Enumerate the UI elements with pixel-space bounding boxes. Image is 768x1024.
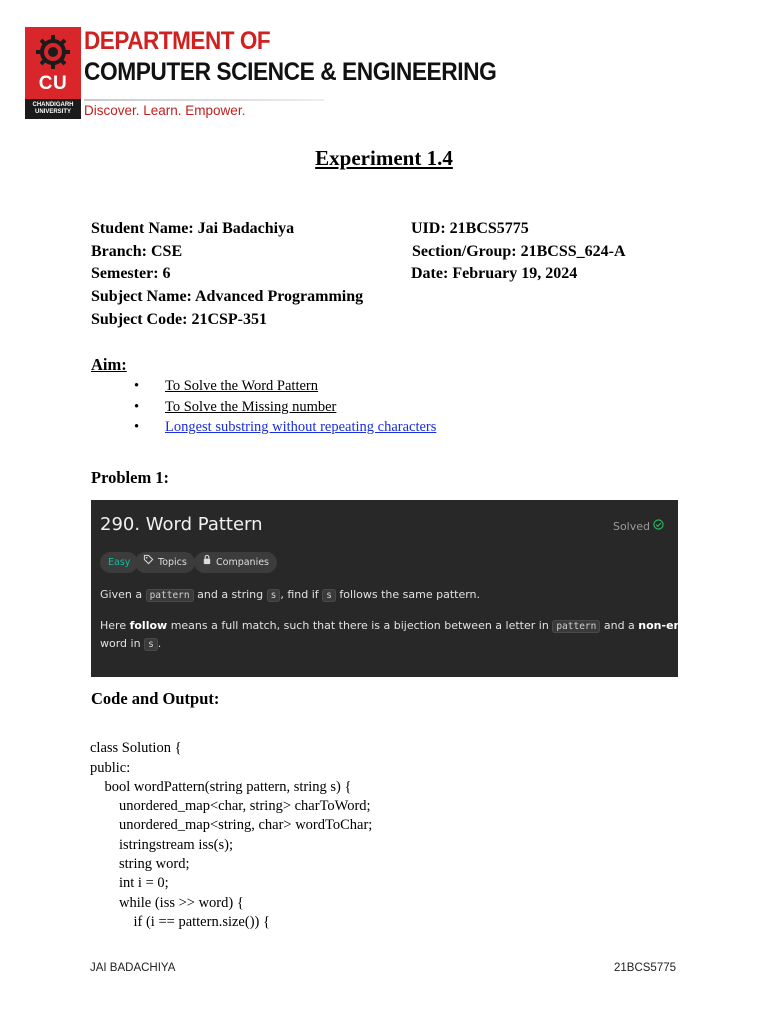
check-circle-icon <box>653 519 664 533</box>
department-header <box>25 27 497 122</box>
text: , find if <box>280 588 319 601</box>
aim-list <box>134 376 436 438</box>
student-uid: UID: 21BCS5775 <box>411 220 529 237</box>
aim-item <box>134 376 436 397</box>
branch: Branch: CSE <box>91 243 183 260</box>
lock-icon <box>202 552 212 573</box>
footer-uid: 21BCS5775 <box>614 962 677 974</box>
text: and a <box>603 619 635 632</box>
text: and a string <box>197 588 264 601</box>
solved-status <box>613 519 664 533</box>
inline-code: pattern <box>552 620 600 633</box>
code-line: int i = 0; <box>90 875 169 892</box>
bold-text: follow <box>129 619 168 632</box>
problem-statement-line2 <box>100 619 705 632</box>
tag-icon <box>143 552 154 573</box>
solved-label: Solved <box>612 519 650 533</box>
inline-code: s <box>144 638 158 651</box>
code-line: bool wordPattern(string pattern, string s) { <box>90 778 352 795</box>
inline-code: s <box>322 589 336 602</box>
aim-item-link[interactable] <box>134 417 436 438</box>
bold-text: non-empty <box>638 619 706 632</box>
code-line: if (i == pattern.size()) { <box>90 913 270 930</box>
aim-item <box>134 397 436 418</box>
code-block <box>90 720 372 952</box>
code-output-heading: Code and Output: <box>91 689 220 708</box>
companies-label: Companies <box>216 557 270 568</box>
logo-initials: CU <box>38 73 68 94</box>
text: Given a <box>100 588 143 601</box>
code-line: unordered_map<string, char> wordToChar; <box>90 817 373 834</box>
text: Here <box>100 619 127 632</box>
difficulty-badge[interactable]: Easy <box>100 552 138 573</box>
code-line: class Solution { <box>90 740 182 757</box>
topics-label: Topics <box>158 557 187 568</box>
aim-heading: Aim: <box>91 355 127 374</box>
text: follows the same pattern. <box>339 588 481 601</box>
footer-name: JAI BADACHIYA <box>90 962 176 974</box>
date: Date: February 19, 2024 <box>411 265 578 282</box>
logo-university-name <box>25 99 81 119</box>
code-line: istringstream iss(s); <box>90 836 233 853</box>
problem-title: 290. Word Pattern <box>100 514 263 535</box>
problem-panel <box>91 500 706 677</box>
student-name: Student Name: Jai Badachiya <box>91 220 295 237</box>
inline-code: pattern <box>146 589 194 602</box>
logo-sub-line1: CHANDIGARH <box>32 102 74 108</box>
code-line: unordered_map<char, string> charToWord; <box>90 798 371 815</box>
code-line: while (iss >> word) { <box>90 894 244 911</box>
experiment-title: Experiment 1.4 <box>315 146 453 170</box>
text: word in <box>100 637 141 650</box>
department-title-line1: DEPARTMENT OF <box>84 27 271 55</box>
problem-statement-line1 <box>100 588 480 601</box>
subject-name: Subject Name: Advanced Programming <box>91 288 364 305</box>
text: means a full match, such that there is a bijection between a letter in <box>170 619 549 632</box>
aim-item-link-text[interactable]: Longest substring without repeating characters <box>165 419 437 435</box>
aim-item-text: To Solve the Missing number <box>165 398 337 415</box>
university-logo <box>25 27 81 119</box>
text: . <box>157 637 162 650</box>
department-title-line2: COMPUTER SCIENCE & ENGINEERING <box>84 58 497 86</box>
tagline: Discover. Learn. Empower. <box>84 103 246 118</box>
code-line: string word; <box>90 856 190 873</box>
subject-code: Subject Code: 21CSP-351 <box>91 311 267 328</box>
aim-item-text: To Solve the Word Pattern <box>165 378 319 394</box>
gear-emblem-icon <box>33 32 73 72</box>
companies-button[interactable] <box>194 552 277 573</box>
inline-code: s <box>267 589 281 602</box>
problem-statement-line3 <box>100 637 161 650</box>
topics-button[interactable] <box>135 552 195 573</box>
logo-sub-line2: UNIVERSITY <box>34 109 71 115</box>
problem1-heading: Problem 1: <box>91 468 170 487</box>
section-group: Section/Group: 21BCSS_624-A <box>412 243 626 260</box>
header-divider <box>84 99 324 101</box>
semester: Semester: 6 <box>91 265 171 282</box>
code-line: public: <box>90 759 131 776</box>
